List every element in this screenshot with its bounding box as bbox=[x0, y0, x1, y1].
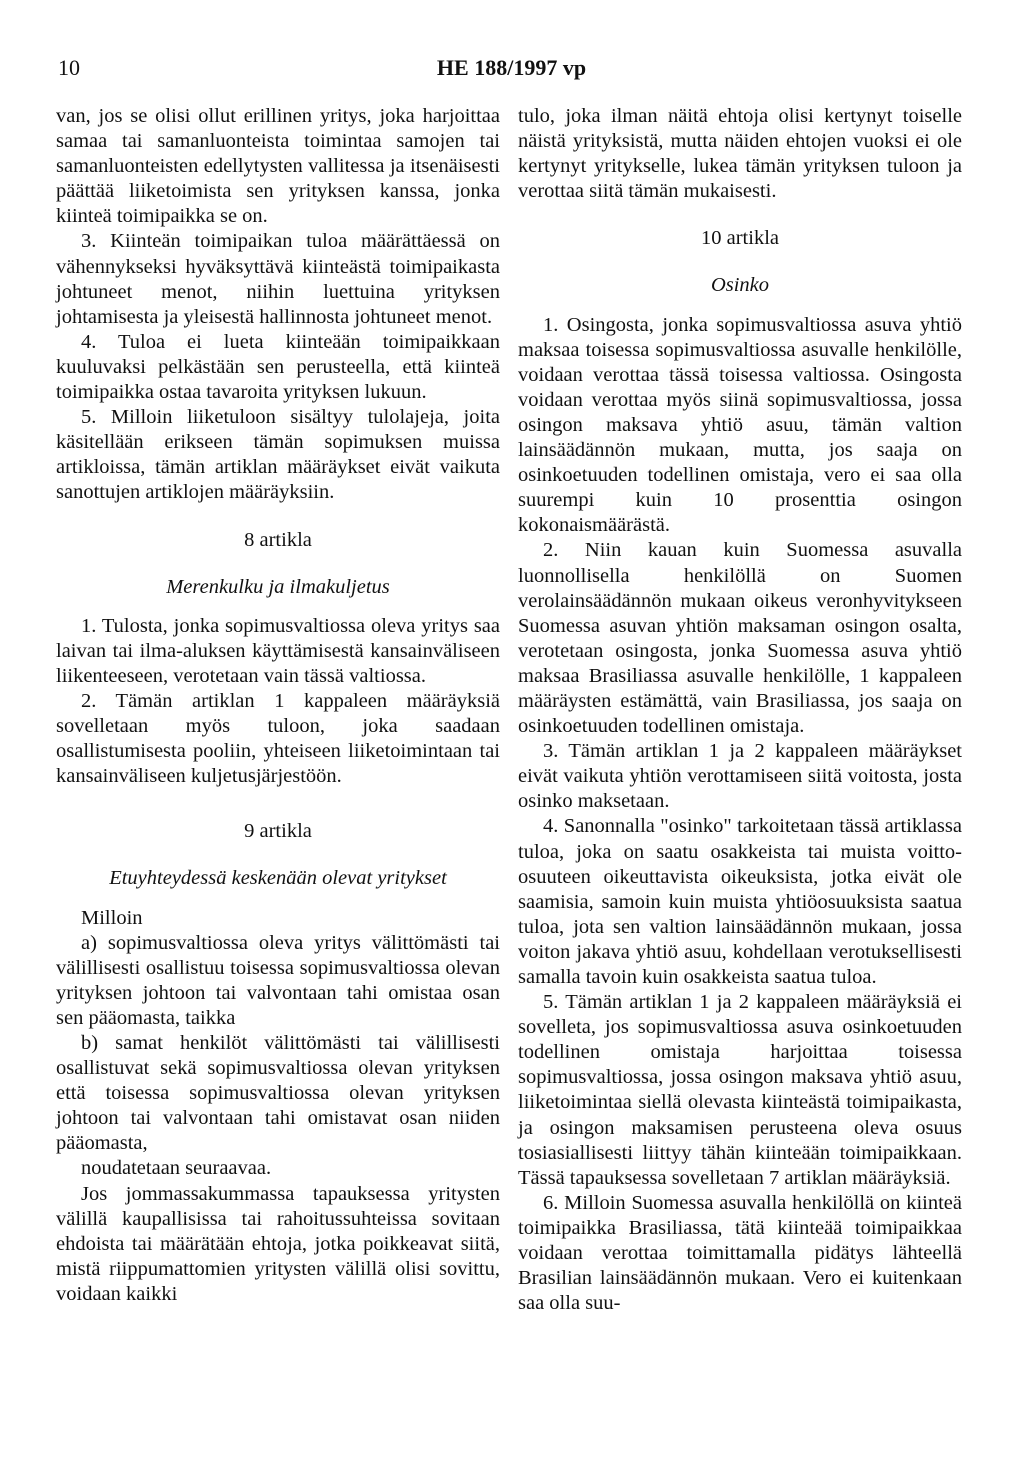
page-number: 10 bbox=[58, 55, 80, 80]
article-10-number: 10 artikla bbox=[701, 227, 779, 250]
article-9-item-a: a) sopimusvaltiossa oleva yritys välittömästi tai välillisesti osallistuu toisessa sopimusvaltiossa olevan yrityksen johtoon tai valvontaan tahi omistaa osan sen pääomasta, taikka bbox=[56, 931, 500, 1029]
article-9-title: Etuyhteydessä keskenään olevat yritykset bbox=[109, 867, 447, 890]
document-id: HE 188/1997 vp bbox=[436, 55, 587, 80]
page-header bbox=[58, 50, 965, 86]
article-8-number: 8 artikla bbox=[244, 528, 312, 551]
article-10-title: Osinko bbox=[710, 274, 770, 297]
left-column bbox=[56, 104, 500, 1307]
article-10-paragraph-1: 1. Osingosta, jonka sopimusvaltiossa asuva yhtiö maksaa toisessa sopimusvaltiossa asuvalle henkilölle, voidaan verottaa tässä toisessa valtiossa. Osingosta voidaan verottaa myös siinä sopimusvaltiossa, jossa osingon maksava yhtiö asuu, tämän valtion lainsäädännön mukaan, mutta, jos saaja on osinkoetuuden todellinen omistaja, vero ei saa olla suurempi kuin 10 prosenttia osingon kokonaismäärästä. bbox=[518, 313, 962, 537]
paragraph-3: 3. Kiinteän toimipaikan tuloa määrättäessä on vähennykseksi hyväksyttävä kiinteästä toimipaikasta johtuneet menot, niihin luettuina yrityksen johtamisesta ja yleisestä hallinnosta johtuneet menot. bbox=[56, 230, 500, 328]
article-10-paragraph-6: 6. Milloin Suomessa asuvalla henkilöllä on kiinteä toimipaikka Brasiliassa, tätä kiinteää toimipaikkaa voidaan verottaa toimittamalla pidätys lähteellä Brasilian lainsäädännön mukaan. Vero ei kuitenkaan saa olla suu- bbox=[518, 1191, 962, 1315]
article-9-intro: Milloin bbox=[81, 906, 143, 929]
article-9-conclusion: noudatetaan seuraavaa. bbox=[81, 1157, 272, 1180]
paragraph-5: 5. Milloin liiketuloon sisältyy tulolajeja, joita käsitellään erikseen tämän sopimuksen muissa artikloissa, tämän artiklan määräykset eivät vaikuta sanottujen artiklojen määräyksiin. bbox=[56, 406, 500, 504]
article-8-paragraph-1: 1. Tulosta, jonka sopimusvaltiossa oleva yritys saa laivan tai ilma-aluksen käyttämisestä kansainväliseen liikenteeseen, verotetaan vain tässä valtiossa. bbox=[56, 614, 500, 687]
article-8-paragraph-2: 2. Tämän artiklan 1 kappaleen määräyksiä sovelletaan myös tuloon, joka saadaan osallistumisesta pooliin, yhteiseen liiketoimintaan tai kansainväliseen kuljetusjärjestöön. bbox=[56, 689, 500, 788]
article-9-paragraph: Jos jommassakummassa tapauksessa yritysten välillä kaupallisissa tai rahoitussuhteissa sovitaan ehdoista tai määrätään ehtoja, jotka poikkeavat siitä, mistä riippumattomien yritysten välillä olisi sovittu, voidaan kaikki bbox=[56, 1182, 500, 1305]
article-10-paragraph-3: 3. Tämän artiklan 1 ja 2 kappaleen määräykset eivät vaikuta yhtiön verottamiseen siitä voitosta, josta osinko maksetaan. bbox=[518, 740, 962, 813]
continued-paragraph: van, jos se olisi ollut erillinen yritys, joka harjoittaa samaa tai samanluonteista toimintaa samojen tai samanluonteisten edellytysten vallitessa ja itsenäisesti päättää liiketoimista sen yrityksen kanssa, jonka kiinteä toimipaikka se on. bbox=[56, 105, 500, 228]
right-column bbox=[518, 104, 962, 1316]
article-10-paragraph-2: 2. Niin kauan kuin Suomessa asuvalla luonnollisella henkilöllä on Suomen verolainsäädännön mukaan oikeus veronhyvitykseen Suomessa asuvan yhtiön maksaman osingon osalta, verotetaan osingosta, jonka Suomessa asuva yhtiö maksaa Brasiliassa asuvalle henkilölle, 1 kappaleen määräysten estämättä, vain Brasiliassa, jos saaja on osinkoetuuden todellinen omistaja. bbox=[518, 539, 962, 738]
article-8-title: Merenkulku ja ilmakuljetus bbox=[166, 575, 390, 598]
article-9-number: 9 artikla bbox=[244, 820, 312, 843]
article-9-item-b: b) samat henkilöt välittömästi tai välillisesti osallistuvat sekä sopimusvaltiossa olevan yrityksen että toisessa sopimusvaltiossa olevan yrityksen johtoon tai valvontaan tahi omistavat osan niiden pääomasta, bbox=[56, 1032, 500, 1155]
paragraph-4: 4. Tuloa ei lueta kiinteään toimipaikkaan kuuluvaksi pelkästään sen perusteella, että kiinteä toimipaikka ostaa tavaroita yrityksen lukuun. bbox=[56, 330, 500, 404]
article-10-paragraph-5: 5. Tämän artiklan 1 ja 2 kappaleen määräyksiä ei sovelleta, jos sopimusvaltiossa asuva osinkoetuuden todellinen omistaja harjoittaa toisessa sopimusvaltiossa, jossa osingon maksava yhtiö asuu, liiketoimintaa siellä olevasta kiinteästä toimipaikasta, ja osingon maksamisen perusteena oleva osuus tosiasiallisesti liittyy tähän kiinteään toimipaikkaan. Tässä tapauksessa sovelletaan 7 artiklan määräyksiä. bbox=[518, 991, 962, 1189]
continued-paragraph-right: tulo, joka ilman näitä ehtoja olisi kertynyt toiselle näistä yrityksistä, mutta näiden ehtojen vuoksi ei ole kertynyt yritykselle, lukea tämän yrityksen tuloon ja verottaa siitä tämän mukaisesti. bbox=[518, 105, 962, 203]
article-10-paragraph-4: 4. Sanonnalla "osinko" tarkoitetaan tässä artiklassa tuloa, joka on saatu osakkeista tai muista voitto-osuuteen oikeuttavista oikeuksista, jotka eivät ole saamisia, samoin kuin muista yhtiöosuuksista saatua tuloa, jota sen valtion lainsäädännön mukaan, jossa voiton jakava yhtiö asuu, kohdellaan verotuksellisesti samalla tavoin kuin osakkeista saatua tuloa. bbox=[518, 815, 962, 988]
